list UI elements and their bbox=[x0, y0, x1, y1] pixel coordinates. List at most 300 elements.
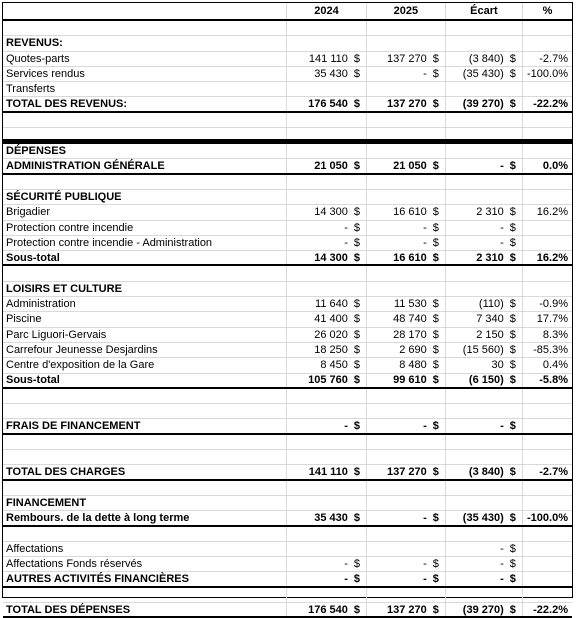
cell-2025 bbox=[366, 297, 445, 311]
currency-symbol: $ bbox=[432, 344, 439, 357]
total-row bbox=[3, 572, 572, 587]
cell-2024 bbox=[286, 481, 366, 495]
cell-2025 bbox=[366, 358, 445, 372]
cell-pct: -5.8% bbox=[522, 374, 572, 387]
cell-2024 bbox=[286, 450, 366, 464]
cell-ecart bbox=[445, 358, 522, 372]
total-row bbox=[3, 603, 572, 618]
cell-pct: -22.2% bbox=[522, 97, 572, 110]
budget-spreadsheet bbox=[2, 2, 573, 616]
cell-ecart-value: - bbox=[500, 542, 504, 555]
table-row bbox=[3, 236, 572, 251]
currency-symbol: $ bbox=[353, 313, 360, 326]
currency-symbol: $ bbox=[509, 98, 516, 111]
header-ecart: Écart bbox=[445, 3, 522, 19]
row-label bbox=[3, 481, 286, 495]
currency-symbol: $ bbox=[353, 221, 360, 234]
cell-pct bbox=[522, 450, 572, 464]
cell-pct: -2.7% bbox=[522, 465, 572, 478]
cell-ecart bbox=[445, 67, 522, 81]
cell-2024 bbox=[286, 328, 366, 342]
table-row bbox=[3, 205, 572, 220]
cell-pct bbox=[522, 481, 572, 495]
table-row bbox=[3, 343, 572, 358]
cell-2025-value: 137 270 bbox=[387, 603, 427, 616]
cell-2024 bbox=[286, 572, 366, 585]
cell-2025 bbox=[366, 159, 445, 172]
cell-ecart bbox=[445, 572, 522, 585]
cell-ecart bbox=[445, 251, 522, 264]
cell-2024 bbox=[286, 190, 366, 204]
cell-2024 bbox=[286, 603, 366, 616]
cell-2024 bbox=[286, 389, 366, 403]
row-label: Centre d'exposition de la Gare bbox=[6, 359, 155, 372]
cell-pct bbox=[522, 496, 572, 510]
cell-pct: -2.7% bbox=[522, 52, 572, 66]
table-row bbox=[3, 312, 572, 327]
cell-ecart bbox=[445, 221, 522, 235]
cell-2024 bbox=[286, 205, 366, 219]
blank-row bbox=[3, 481, 572, 496]
cell-2025-value: 137 270 bbox=[387, 52, 427, 65]
cell-ecart bbox=[445, 175, 522, 189]
cell-2024 bbox=[286, 358, 366, 372]
currency-symbol: $ bbox=[432, 328, 439, 341]
currency-symbol: $ bbox=[509, 206, 516, 219]
cell-2025-value: 8 480 bbox=[399, 359, 427, 372]
cell-ecart-value: - bbox=[500, 420, 504, 433]
total-row bbox=[3, 374, 572, 389]
currency-symbol: $ bbox=[353, 465, 360, 478]
currency-symbol: $ bbox=[432, 68, 439, 81]
cell-2025 bbox=[366, 82, 445, 96]
cell-2025 bbox=[366, 419, 445, 432]
cell-2025 bbox=[366, 481, 445, 495]
cell-2025 bbox=[366, 511, 445, 524]
cell-pct: -85.3% bbox=[522, 343, 572, 357]
cell-pct: -100.0% bbox=[522, 511, 572, 524]
cell-ecart bbox=[445, 404, 522, 418]
currency-symbol: $ bbox=[353, 237, 360, 249]
currency-symbol: $ bbox=[432, 420, 439, 433]
currency-symbol: $ bbox=[432, 160, 439, 173]
cell-ecart-value: - bbox=[500, 160, 504, 173]
cell-ecart bbox=[445, 511, 522, 524]
currency-symbol: $ bbox=[432, 251, 439, 264]
cell-pct bbox=[522, 113, 572, 127]
cell-ecart bbox=[445, 481, 522, 495]
cell-2024 bbox=[286, 588, 366, 602]
row-label: Affectations Fonds réservés bbox=[6, 558, 143, 571]
cell-ecart bbox=[445, 496, 522, 510]
currency-symbol: $ bbox=[509, 511, 516, 524]
table-row bbox=[3, 82, 572, 97]
cell-ecart bbox=[445, 419, 522, 432]
cell-2024 bbox=[286, 67, 366, 81]
header-row bbox=[3, 3, 572, 21]
header-2025: 2025 bbox=[366, 3, 445, 19]
cell-ecart bbox=[445, 21, 522, 35]
cell-2024-value: - bbox=[344, 237, 348, 249]
cell-2025 bbox=[366, 404, 445, 418]
cell-pct bbox=[522, 266, 572, 280]
currency-symbol: $ bbox=[509, 374, 516, 387]
row-label: FRAIS DE FINANCEMENT bbox=[6, 420, 141, 433]
currency-symbol: $ bbox=[432, 558, 439, 571]
row-label bbox=[3, 404, 286, 418]
currency-symbol: $ bbox=[353, 68, 360, 81]
cell-ecart bbox=[445, 328, 522, 342]
cell-2025-value: 21 050 bbox=[393, 160, 427, 173]
total-row bbox=[3, 465, 572, 480]
cell-2025 bbox=[366, 527, 445, 541]
cell-pct: 0.4% bbox=[522, 358, 572, 372]
row-label: Rembours. de la dette à long terme bbox=[6, 511, 190, 524]
currency-symbol: $ bbox=[432, 221, 439, 234]
row-label bbox=[3, 113, 286, 127]
cell-ecart bbox=[445, 450, 522, 464]
cell-2024 bbox=[286, 113, 366, 127]
currency-symbol: $ bbox=[353, 206, 360, 219]
cell-ecart-value: (39 270) bbox=[462, 98, 504, 111]
section-title: REVENUS: bbox=[6, 37, 63, 50]
table-row bbox=[3, 328, 572, 343]
currency-symbol: $ bbox=[432, 359, 439, 372]
cell-ecart bbox=[445, 297, 522, 311]
cell-2025-value: - bbox=[423, 420, 427, 433]
row-label bbox=[3, 175, 286, 189]
cell-2024-value: 141 110 bbox=[308, 52, 348, 65]
currency-symbol: $ bbox=[353, 359, 360, 372]
currency-symbol: $ bbox=[353, 98, 360, 111]
cell-ecart bbox=[445, 465, 522, 478]
currency-symbol: $ bbox=[509, 558, 516, 571]
total-row bbox=[3, 159, 572, 174]
table-row bbox=[3, 542, 572, 557]
cell-2024-value: 14 300 bbox=[314, 251, 348, 264]
section-heading-row bbox=[3, 496, 572, 511]
row-label bbox=[3, 266, 286, 280]
cell-pct bbox=[522, 190, 572, 204]
cell-2025-value: 99 610 bbox=[393, 374, 427, 387]
cell-2024 bbox=[286, 52, 366, 66]
currency-symbol: $ bbox=[432, 298, 439, 311]
cell-2025 bbox=[366, 588, 445, 602]
header-pct: % bbox=[522, 3, 572, 19]
row-label: Piscine bbox=[6, 313, 42, 326]
currency-symbol: $ bbox=[509, 359, 516, 372]
cell-ecart-value: - bbox=[500, 221, 504, 234]
cell-2024-value: 8 450 bbox=[320, 359, 348, 372]
currency-symbol: $ bbox=[432, 237, 439, 249]
cell-pct: 16.2% bbox=[522, 205, 572, 219]
cell-2024-value: 26 020 bbox=[314, 328, 348, 341]
cell-pct: 0.0% bbox=[522, 159, 572, 172]
row-label: TOTAL DES REVENUS: bbox=[6, 98, 128, 111]
cell-2025 bbox=[366, 282, 445, 296]
cell-2024-value: 18 250 bbox=[314, 344, 348, 357]
currency-symbol: $ bbox=[432, 313, 439, 326]
cell-pct bbox=[522, 82, 572, 96]
cell-ecart-value: (35 430) bbox=[462, 68, 504, 81]
currency-symbol: $ bbox=[509, 52, 516, 65]
currency-symbol: $ bbox=[509, 573, 516, 586]
cell-2024 bbox=[286, 312, 366, 326]
cell-2024 bbox=[286, 82, 366, 96]
currency-symbol: $ bbox=[509, 251, 516, 264]
currency-symbol: $ bbox=[509, 420, 516, 433]
currency-symbol: $ bbox=[353, 298, 360, 311]
currency-symbol: $ bbox=[509, 68, 516, 81]
cell-2024-value: 11 640 bbox=[315, 298, 348, 311]
cell-pct: -100.0% bbox=[522, 67, 572, 81]
row-label: Sous-total bbox=[6, 251, 60, 264]
cell-ecart bbox=[445, 128, 522, 139]
cell-2024-value: - bbox=[344, 221, 348, 234]
cell-2025 bbox=[366, 236, 445, 250]
row-label: Protection contre incendie - Administration bbox=[6, 237, 213, 249]
row-label bbox=[3, 527, 286, 541]
cell-2024 bbox=[286, 36, 366, 50]
cell-2024-value: 35 430 bbox=[314, 68, 348, 81]
cell-2025 bbox=[366, 52, 445, 66]
cell-pct bbox=[522, 527, 572, 541]
cell-2025 bbox=[366, 36, 445, 50]
cell-2024-value: 21 050 bbox=[314, 160, 348, 173]
cell-ecart bbox=[445, 527, 522, 541]
cell-ecart bbox=[445, 557, 522, 571]
row-label bbox=[3, 389, 286, 403]
currency-symbol: $ bbox=[432, 465, 439, 478]
cell-2025-value: 48 740 bbox=[393, 313, 427, 326]
currency-symbol: $ bbox=[353, 344, 360, 357]
cell-2025-value: - bbox=[423, 558, 427, 571]
blank-row bbox=[3, 266, 572, 281]
currency-symbol: $ bbox=[353, 558, 360, 571]
cell-2024-value: 35 430 bbox=[314, 511, 348, 524]
row-label: TOTAL DES DÉPENSES bbox=[6, 603, 131, 616]
cell-pct bbox=[522, 542, 572, 556]
cell-ecart-value: - bbox=[500, 573, 504, 586]
cell-2024 bbox=[286, 435, 366, 449]
cell-2025-value: 16 610 bbox=[393, 206, 427, 219]
cell-2025-value: - bbox=[423, 237, 427, 249]
cell-ecart bbox=[445, 113, 522, 127]
table-row bbox=[3, 358, 572, 373]
cell-ecart-value: 2 150 bbox=[476, 328, 504, 341]
section-heading-row bbox=[3, 282, 572, 297]
cell-2024 bbox=[286, 419, 366, 432]
cell-2025-value: 137 270 bbox=[387, 465, 427, 478]
cell-ecart bbox=[445, 36, 522, 50]
cell-2025 bbox=[366, 389, 445, 403]
cell-ecart-value: (110) bbox=[478, 298, 504, 311]
row-label bbox=[3, 21, 286, 35]
cell-2024-value: - bbox=[344, 558, 348, 571]
cell-ecart-value: (35 430) bbox=[462, 511, 504, 524]
cell-pct bbox=[522, 21, 572, 35]
cell-2024 bbox=[286, 542, 366, 556]
cell-2024-value: - bbox=[344, 573, 348, 586]
currency-symbol: $ bbox=[432, 52, 439, 65]
cell-2024-value: 176 540 bbox=[308, 98, 348, 111]
row-label: Protection contre incendie bbox=[6, 221, 134, 234]
cell-ecart bbox=[445, 374, 522, 387]
cell-2024 bbox=[286, 557, 366, 571]
currency-symbol: $ bbox=[432, 603, 439, 616]
currency-symbol: $ bbox=[353, 374, 360, 387]
currency-symbol: $ bbox=[353, 511, 360, 524]
row-label: AUTRES ACTIVITÉS FINANCIÈRES bbox=[6, 573, 189, 586]
cell-2024 bbox=[286, 374, 366, 387]
cell-2024-value: 41 400 bbox=[314, 313, 348, 326]
total-row bbox=[3, 251, 572, 266]
blank-row bbox=[3, 450, 572, 465]
cell-2025 bbox=[366, 465, 445, 478]
row-label: Administration bbox=[6, 298, 76, 311]
cell-pct bbox=[522, 236, 572, 250]
cell-ecart-value: (6 150) bbox=[468, 374, 504, 387]
cell-2024 bbox=[286, 128, 366, 139]
cell-ecart-value: (3 840) bbox=[468, 52, 504, 65]
cell-ecart bbox=[445, 266, 522, 280]
cell-ecart bbox=[445, 52, 522, 66]
cell-2025 bbox=[366, 113, 445, 127]
table-row bbox=[3, 297, 572, 312]
row-label: Brigadier bbox=[6, 206, 51, 219]
cell-2025 bbox=[366, 67, 445, 81]
currency-symbol: $ bbox=[509, 160, 516, 173]
total-row bbox=[3, 511, 572, 526]
currency-symbol: $ bbox=[353, 573, 360, 586]
cell-2025 bbox=[366, 144, 445, 158]
cell-2024 bbox=[286, 159, 366, 172]
blank-row bbox=[3, 113, 572, 128]
cell-2024 bbox=[286, 282, 366, 296]
row-label bbox=[3, 450, 286, 464]
cell-ecart bbox=[445, 542, 522, 556]
currency-symbol: $ bbox=[509, 221, 516, 234]
cell-ecart-value: (39 270) bbox=[462, 603, 504, 616]
table-body bbox=[3, 21, 572, 618]
header-label-cell bbox=[3, 3, 286, 19]
currency-symbol: $ bbox=[353, 52, 360, 65]
cell-2025-value: - bbox=[423, 221, 427, 234]
row-label: Transferts bbox=[6, 83, 56, 96]
cell-2025 bbox=[366, 251, 445, 264]
cell-2025 bbox=[366, 190, 445, 204]
cell-2024 bbox=[286, 511, 366, 524]
cell-2025 bbox=[366, 97, 445, 110]
cell-pct bbox=[522, 419, 572, 432]
cell-2025 bbox=[366, 128, 445, 139]
cell-2024 bbox=[286, 343, 366, 357]
cell-ecart bbox=[445, 389, 522, 403]
cell-ecart-value: - bbox=[500, 237, 504, 249]
cell-ecart bbox=[445, 312, 522, 326]
cell-ecart-value: - bbox=[500, 558, 504, 571]
currency-symbol: $ bbox=[432, 374, 439, 387]
blank-row bbox=[3, 527, 572, 542]
section-heading-row bbox=[3, 36, 572, 51]
currency-symbol: $ bbox=[432, 573, 439, 586]
cell-2025 bbox=[366, 557, 445, 571]
cell-ecart bbox=[445, 97, 522, 110]
cell-2024 bbox=[286, 527, 366, 541]
cell-2025-value: 28 170 bbox=[393, 328, 427, 341]
currency-symbol: $ bbox=[509, 313, 516, 326]
cell-ecart bbox=[445, 190, 522, 204]
currency-symbol: $ bbox=[432, 206, 439, 219]
blank-row bbox=[3, 404, 572, 419]
cell-2024-value: 176 540 bbox=[308, 603, 348, 616]
cell-2024 bbox=[286, 21, 366, 35]
section-title: LOISIRS ET CULTURE bbox=[6, 282, 122, 295]
currency-symbol: $ bbox=[509, 542, 516, 555]
cell-ecart bbox=[445, 236, 522, 250]
table-row bbox=[3, 557, 572, 572]
currency-symbol: $ bbox=[353, 251, 360, 264]
cell-2025 bbox=[366, 572, 445, 585]
table-row bbox=[3, 221, 572, 236]
row-label bbox=[3, 588, 286, 602]
cell-ecart bbox=[445, 144, 522, 158]
cell-2024 bbox=[286, 97, 366, 110]
section-title: FINANCEMENT bbox=[6, 497, 87, 510]
row-label bbox=[3, 128, 286, 139]
cell-2024-value: 105 760 bbox=[308, 374, 348, 387]
cell-2025 bbox=[366, 343, 445, 357]
cell-2024 bbox=[286, 266, 366, 280]
cell-2024 bbox=[286, 236, 366, 250]
currency-symbol: $ bbox=[509, 298, 516, 311]
cell-ecart bbox=[445, 159, 522, 172]
cell-2024-value: 141 110 bbox=[308, 465, 348, 478]
cell-2025 bbox=[366, 542, 445, 556]
cell-pct bbox=[522, 588, 572, 602]
cell-2024 bbox=[286, 175, 366, 189]
cell-pct bbox=[522, 389, 572, 403]
cell-pct bbox=[522, 572, 572, 585]
cell-2024 bbox=[286, 465, 366, 478]
currency-symbol: $ bbox=[509, 237, 516, 249]
cell-2025-value: 16 610 bbox=[393, 251, 427, 264]
currency-symbol: $ bbox=[509, 344, 516, 357]
cell-2025-value: 11 530 bbox=[393, 298, 427, 311]
cell-2025 bbox=[366, 328, 445, 342]
cell-pct: 17.7% bbox=[522, 312, 572, 326]
row-label: TOTAL DES CHARGES bbox=[6, 465, 126, 478]
currency-symbol: $ bbox=[353, 328, 360, 341]
cell-2024 bbox=[286, 221, 366, 235]
cell-2025 bbox=[366, 266, 445, 280]
currency-symbol: $ bbox=[432, 511, 439, 524]
cell-ecart-value: 2 310 bbox=[476, 206, 504, 219]
blank-row bbox=[3, 389, 572, 404]
currency-symbol: $ bbox=[432, 98, 439, 111]
cell-2025 bbox=[366, 496, 445, 510]
cell-2024 bbox=[286, 144, 366, 158]
cell-ecart bbox=[445, 205, 522, 219]
table-row bbox=[3, 52, 572, 67]
cell-pct bbox=[522, 435, 572, 449]
cell-ecart-value: (15 560) bbox=[462, 344, 504, 357]
header-2024: 2024 bbox=[286, 3, 366, 19]
cell-ecart-value: 2 310 bbox=[476, 251, 504, 264]
row-label: Quotes-parts bbox=[6, 52, 70, 65]
cell-2025-value: 2 690 bbox=[399, 344, 427, 357]
cell-2025-value: - bbox=[423, 573, 427, 586]
